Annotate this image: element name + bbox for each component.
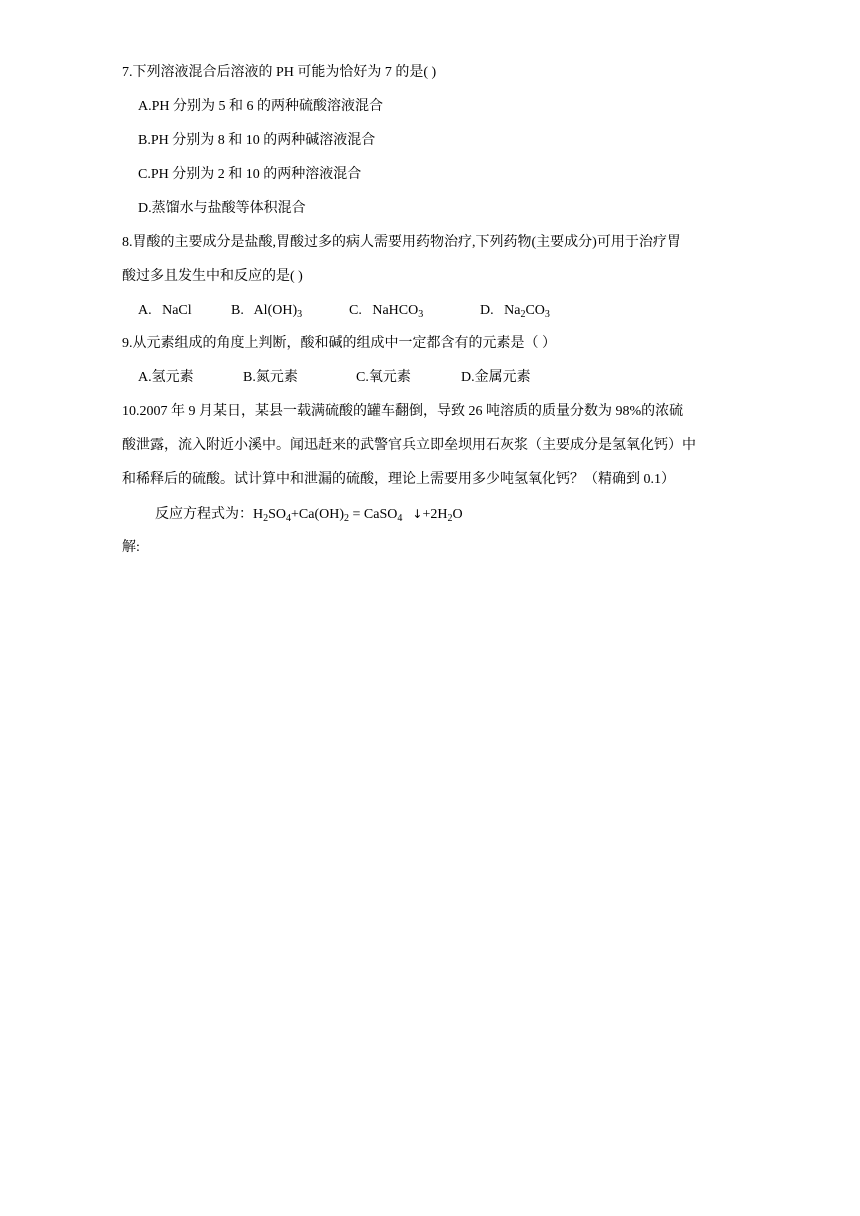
answer-label: 解: xyxy=(122,540,140,555)
subscript: 3 xyxy=(544,309,550,320)
question-7-option-c: C.PH 分别为 2 和 10 的两种溶液混合 xyxy=(138,167,362,182)
subscript: 3 xyxy=(418,309,424,320)
question-10-line-2: 酸泄露，流入附近小溪中。闻迅赶来的武警官兵立即垒坝用石灰浆（主要成分是氢氧化钙）中 xyxy=(122,438,696,453)
question-8-stem-line-2: 酸过多且发生中和反应的是( ) xyxy=(122,269,303,284)
subscript: 2 xyxy=(344,513,350,524)
subscript: 3 xyxy=(297,309,303,320)
formula-part: H xyxy=(253,507,264,522)
formula-part: O xyxy=(452,507,463,522)
equation-label: 反应方程式为： xyxy=(155,507,253,522)
formula-part: SO xyxy=(268,507,287,522)
option-text: B. Al(OH) xyxy=(231,303,298,318)
formula-part: = CaSO xyxy=(349,507,398,522)
question-8-option-b xyxy=(231,302,302,320)
question-9-option-c: C.氧元素 xyxy=(356,370,411,385)
question-8-option-c xyxy=(349,302,423,320)
subscript: 2 xyxy=(447,513,453,524)
question-7-option-b: B.PH 分别为 8 和 10 的两种碱溶液混合 xyxy=(138,133,376,148)
formula-part: +2H xyxy=(422,507,448,522)
reaction-equation xyxy=(155,505,463,524)
precipitate-arrow-icon: ↓ xyxy=(412,507,423,521)
question-9-option-d: D.金属元素 xyxy=(461,370,531,385)
question-8-option-d xyxy=(480,302,550,320)
subscript: 2 xyxy=(520,309,526,320)
option-text: C. NaHCO xyxy=(349,303,419,318)
question-10-line-3: 和稀释后的硫酸。试计算中和泄漏的硫酸，理论上需要用多少吨氢氧化钙？（精确到 0.1） xyxy=(122,472,675,487)
option-text: CO xyxy=(525,303,545,318)
option-text: D. Na xyxy=(480,303,521,318)
question-7-option-d: D.蒸馏水与盐酸等体积混合 xyxy=(138,201,306,216)
question-7-stem: 7.下列溶液混合后溶液的 PH 可能为恰好为 7 的是( ) xyxy=(122,65,437,80)
question-9-stem: 9.从元素组成的角度上判断，酸和碱的组成中一定都含有的元素是（ ） xyxy=(122,336,556,351)
question-7-option-a: A.PH 分别为 5 和 6 的两种硫酸溶液混合 xyxy=(138,99,384,114)
question-8-option-a xyxy=(138,302,192,320)
subscript: 4 xyxy=(397,513,403,524)
question-9-option-a: A.氢元素 xyxy=(138,370,194,385)
question-8-stem-line-1: 8.胃酸的主要成分是盐酸,胃酸过多的病人需要用药物治疗,下列药物(主要成分)可用于治疗胃 xyxy=(122,235,681,250)
option-text: A. NaCl xyxy=(138,303,192,318)
formula-part: +Ca(OH) xyxy=(291,507,345,522)
subscript: 2 xyxy=(263,513,269,524)
question-10-line-1: 10.2007 年 9 月某日，某县一载满硫酸的罐车翻倒，导致 26 吨溶质的质量分数为 98%的浓硫 xyxy=(122,404,684,419)
question-9-option-b: B.氮元素 xyxy=(243,370,298,385)
subscript: 4 xyxy=(286,513,292,524)
